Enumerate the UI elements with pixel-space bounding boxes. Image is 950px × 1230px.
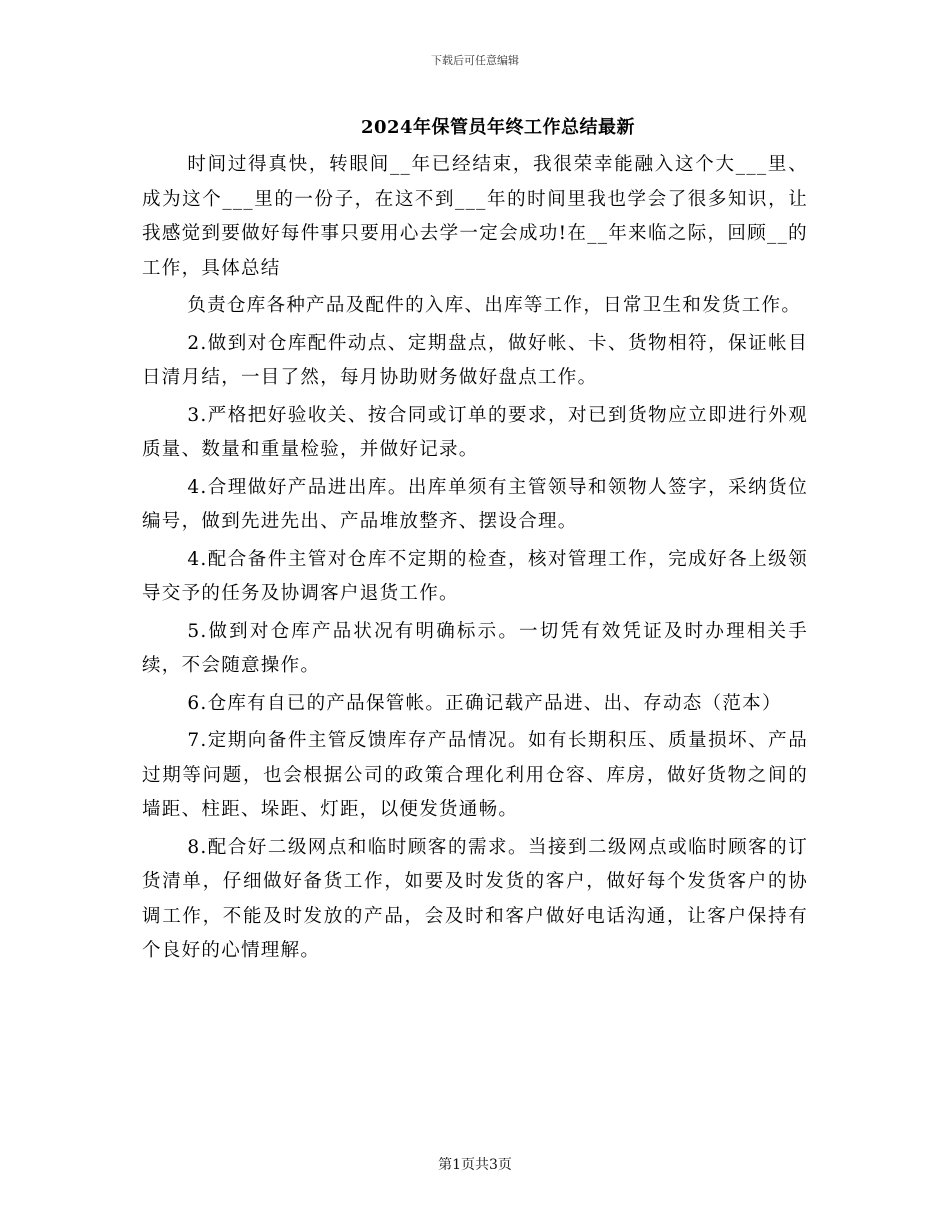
paragraph-item-7: 7.定期向备件主管反馈库存产品情况。如有长期积压、质量损坏、产品过期等问题，也会根据公司的政策合理化利用仓容、库房，做好货物之间的墙距、柱距、垛距、灯距，以便发货通畅。: [142, 730, 808, 820]
paragraph-item-4b: 4.配合备件主管对仓库不定期的检查，核对管理工作，完成好各上级领导交予的任务及协调客户退货工作。: [142, 548, 808, 604]
paragraph-item-5: 5.做到对仓库产品状况有明确标示。一切凭有效凭证及时办理相关手续，不会随意操作。: [142, 620, 808, 676]
paragraph-duties: 负责仓库各种产品及配件的入库、出库等工作，日常卫生和发货工作。: [187, 295, 802, 316]
page-header-note: 下载后可任意编辑: [431, 54, 519, 67]
document-body: [142, 148, 808, 972]
paragraph-intro: 时间过得真快，转眼间__年已经结束，我很荣幸能融入这个大___里、成为这个___里的一份子，在这不到___年的时间里我也学会了很多知识，让我感觉到要做好每件事只要用心去学一定会成功!在__年来临之际，回顾__的工作，具体总结: [142, 154, 808, 279]
paragraph-item-4a: 4.合理做好产品进出库。出库单须有主管领导和领物人签字，采纳货位编号，做到先进先出、产品堆放整齐、摆设合理。: [142, 476, 808, 532]
paragraph-item-2: 2.做到对仓库配件动点、定期盘点，做好帐、卡、货物相符，保证帐目日清月结，一目了然，每月协助财务做好盘点工作。: [142, 332, 808, 388]
paragraph-item-3: 3.严格把好验收关、按合同或订单的要求，对已到货物应立即进行外观质量、数量和重量检验，并做好记录。: [142, 404, 808, 460]
paragraph-item-8: 8.配合好二级网点和临时顾客的需求。当接到二级网点或临时顾客的订货清单，仔细做好备货工作，如要及时发货的客户，做好每个发货客户的协调工作，不能及时发放的产品，会及时和客户做好电话沟通，让客户保持有个良好的心情理解。: [142, 836, 808, 961]
page-number-footer: 第1页共3页: [438, 1157, 512, 1173]
document-title: 2024年保管员年终工作总结最新: [360, 117, 636, 138]
paragraph-item-6: 6.仓库有自已的产品保管帐。正确记载产品进、出、存动态（范本）: [187, 692, 782, 714]
